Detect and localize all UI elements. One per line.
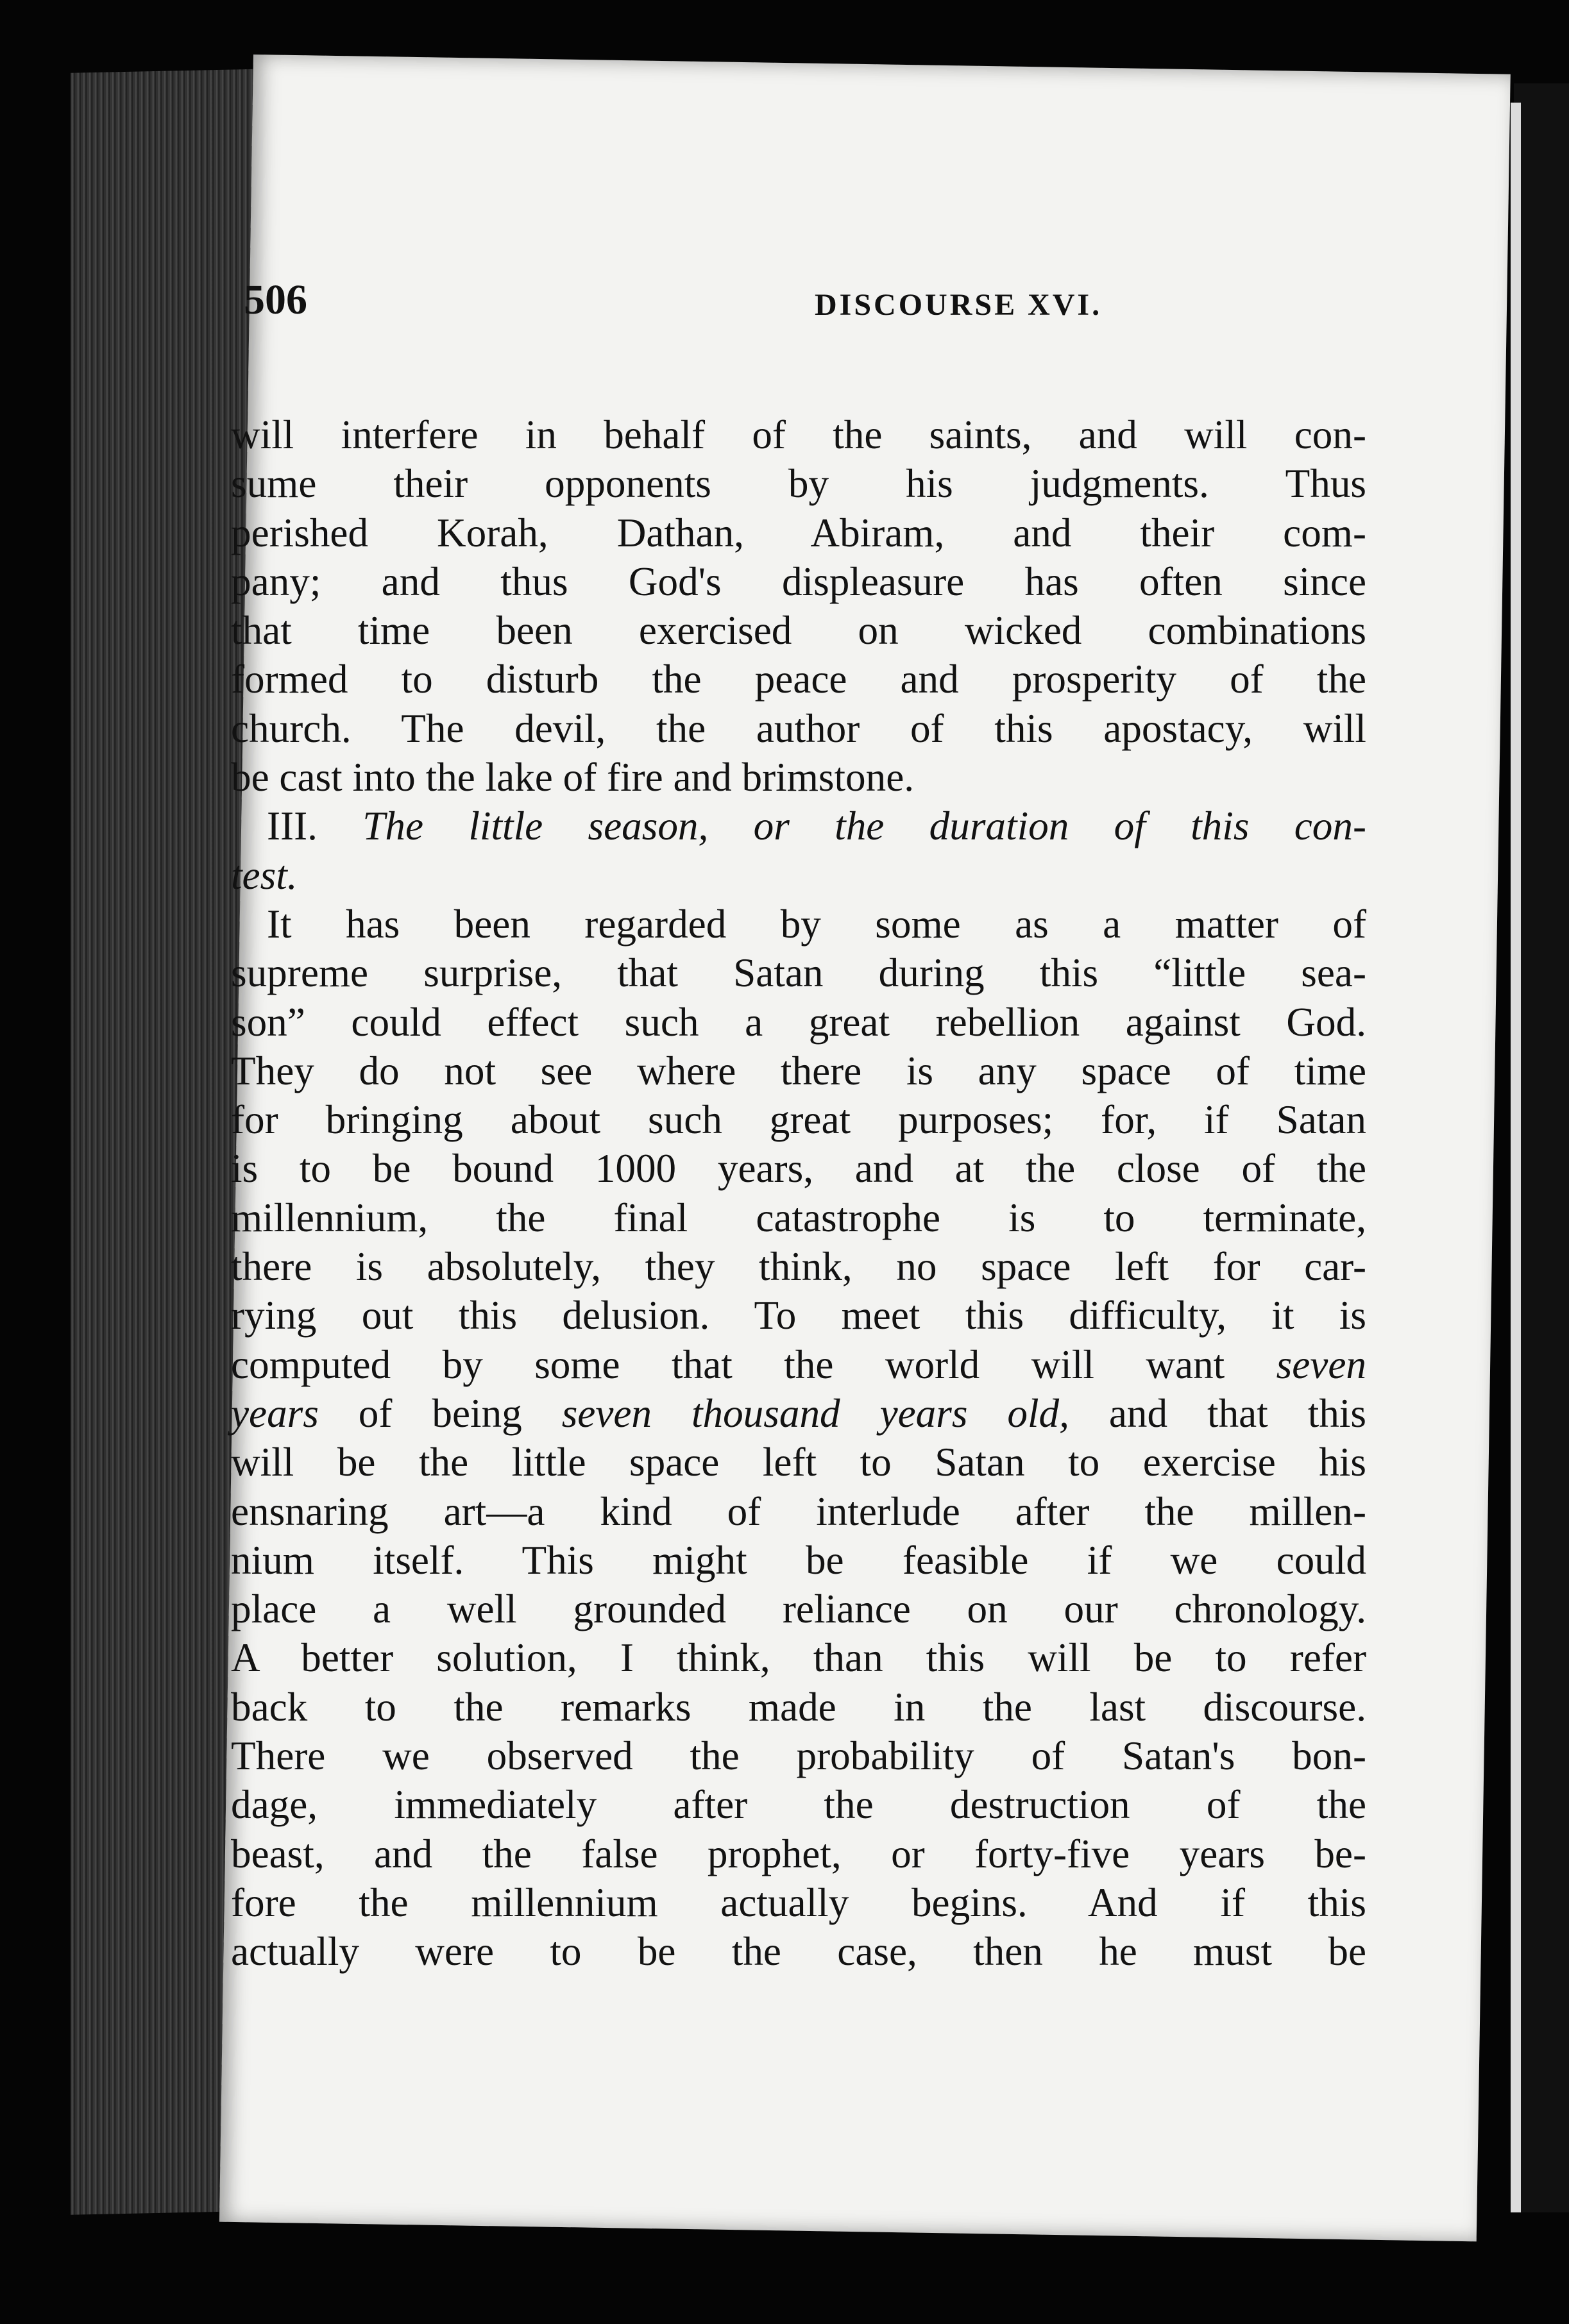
text-line: back to the remarks made in the last discourse. — [231, 1684, 1366, 1730]
page-body — [231, 410, 1366, 1976]
text-line: ensnaring art—a kind of interlude after the millen- — [231, 1488, 1366, 1534]
section-title-part-2: test. — [231, 852, 298, 898]
text-line: It has been regarded by some as a matter of — [267, 901, 1366, 947]
text-line: beast, and the false prophet, or forty-five years be- — [231, 1831, 1366, 1876]
section-heading-line — [231, 802, 1366, 850]
text-line: formed to disturb the peace and prosperity of the — [231, 657, 1366, 702]
running-head: DISCOURSE XVI. — [815, 288, 1103, 322]
text-line: nium itself. This might be feasible if we could — [231, 1537, 1366, 1583]
text-line: There we observed the probability of Satan's bon- — [231, 1733, 1366, 1779]
text-line: be cast into the lake of fire and brimstone. — [231, 755, 915, 800]
text-line: supreme surprise, that Satan during this “little sea- — [231, 950, 1366, 996]
text-line: fore the millennium actually begins. And if this — [231, 1880, 1366, 1925]
italic-segment: years — [231, 1390, 319, 1436]
paragraph-2 — [231, 900, 1366, 1976]
text-line: son” could effect such a great rebellion against God. — [231, 999, 1366, 1045]
text-line: church. The devil, the author of this apostacy, will — [231, 705, 1366, 751]
text-line: rying out this delusion. To meet this difficulty, it is — [231, 1293, 1366, 1338]
text-line: sume their opponents by his judgments. Thus — [231, 461, 1366, 507]
facing-page-edge — [1511, 103, 1521, 2212]
text-line: millennium, the final catastrophe is to terminate, — [231, 1195, 1366, 1240]
paragraph-1 — [231, 410, 1366, 802]
page-number: 506 — [244, 276, 307, 323]
text-line: They do not see where there is any space of time — [231, 1048, 1366, 1093]
section-heading — [231, 802, 1366, 900]
text-line: that time been exercised on wicked combinations — [231, 608, 1366, 653]
text-line — [231, 1340, 1366, 1389]
text-line: pany; and thus God's displeasure has often since — [231, 559, 1366, 604]
section-title-part-1: The little season, or the duration of this con- — [362, 804, 1366, 849]
text-line — [231, 1389, 1366, 1438]
italic-segment: seven — [1276, 1342, 1366, 1387]
text-line: dage, immediately after the destruction of the — [231, 1782, 1366, 1828]
text-line: for bringing about such great purposes; for, if Satan — [231, 1097, 1366, 1143]
text-line: place a well grounded reliance on our chronology. — [231, 1587, 1366, 1632]
section-number: III. — [267, 804, 318, 849]
text-segment: of being — [318, 1390, 562, 1436]
page-header — [244, 276, 1386, 353]
text-segment: and that this — [1069, 1390, 1366, 1436]
right-margin-dark — [1514, 83, 1569, 2212]
italic-segment: seven thousand years old, — [561, 1390, 1069, 1436]
text-line: perished Korah, Dathan, Abiram, and their com- — [231, 510, 1366, 555]
text-line: there is absolutely, they think, no space left for car- — [231, 1244, 1366, 1290]
text-line: is to be bound 1000 years, and at the close of the — [231, 1146, 1366, 1191]
text-segment: computed by some that the world will want — [231, 1342, 1225, 1387]
text-line: actually were to be the case, then he must be — [231, 1929, 1366, 1975]
text-line: will be the little space left to Satan to exercise his — [231, 1440, 1366, 1485]
text-line: A better solution, I think, than this will be to refer — [231, 1635, 1366, 1681]
text-line: will interfere in behalf of the saints, and will con- — [231, 412, 1366, 457]
